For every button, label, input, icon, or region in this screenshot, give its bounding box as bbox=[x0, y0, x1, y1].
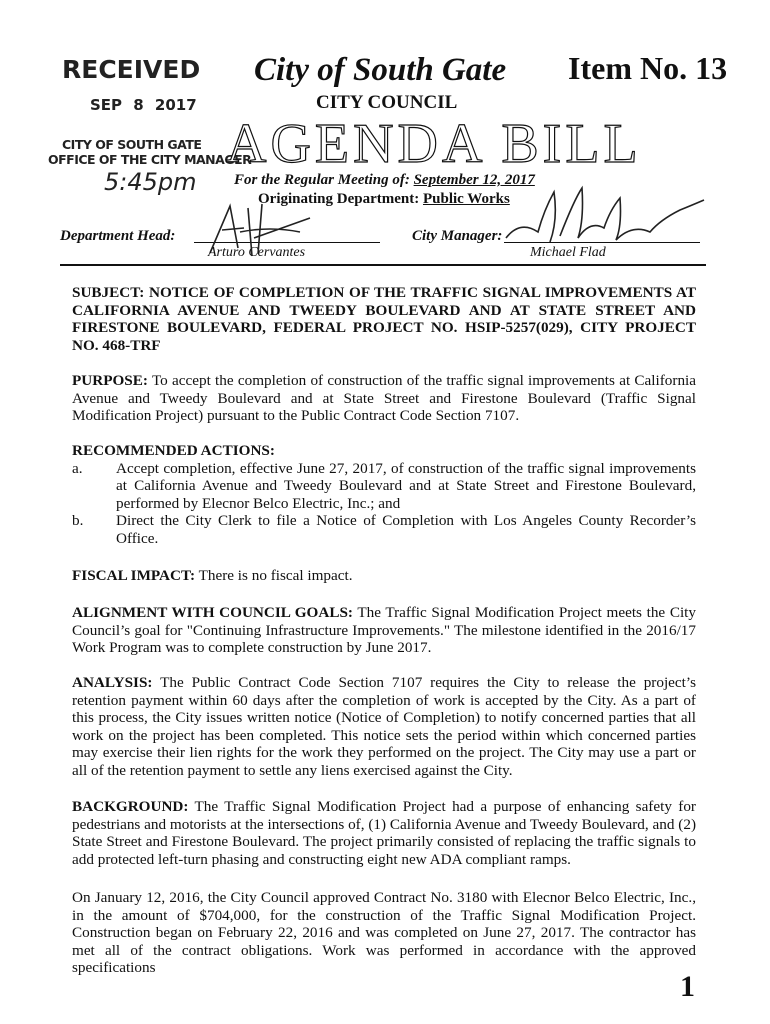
list-text: Direct the City Clerk to file a Notice of Completion with Los Angeles County Recorder’s Office. bbox=[116, 512, 696, 547]
city-manager-name: Michael Flad bbox=[530, 245, 606, 260]
subject-paragraph: SUBJECT: NOTICE OF COMPLETION OF THE TRAFFIC SIGNAL IMPROVEMENTS AT CALIFORNIA AVENUE AND TWEEDY BOULEVARD AND AT STATE STREET AND FIRESTONE BOULEVARD, FEDERAL PROJECT NO. HSIP-5257(029), CITY PROJECT NO. 468-TRF bbox=[72, 284, 696, 354]
purpose-label: PURPOSE: bbox=[72, 372, 148, 389]
city-title: City of South Gate bbox=[254, 52, 507, 88]
page-number: 1 bbox=[680, 970, 695, 1003]
recommended-actions bbox=[72, 442, 696, 547]
alignment-label: ALIGNMENT WITH COUNCIL GOALS: bbox=[72, 604, 353, 621]
purpose-text: To accept the completion of construction of the traffic signal improvements at California Avenue and Tweedy Boulevard and at State Street and Firestone Boulevard (Traffic Signal Modification Project) pursuant to the Public Contract Code Section 7107. bbox=[72, 372, 696, 424]
meeting-date: September 12, 2017 bbox=[413, 172, 535, 188]
fiscal-impact-paragraph bbox=[72, 567, 696, 585]
alignment-paragraph bbox=[72, 604, 696, 657]
city-manager-signature bbox=[500, 180, 710, 250]
fiscal-label: FISCAL IMPACT: bbox=[72, 567, 196, 584]
list-letter: a. bbox=[72, 459, 83, 477]
list-item bbox=[72, 512, 696, 547]
analysis-label: ANALYSIS: bbox=[72, 674, 153, 691]
received-stamp: RECEIVED bbox=[62, 55, 201, 84]
header-divider bbox=[60, 264, 706, 266]
dept-head-label: Department Head: bbox=[60, 228, 176, 244]
stamp-office-line2: OFFICE OF THE CITY MANAGER bbox=[48, 152, 252, 167]
alignment-text: The Traffic Signal Modification Project meets the City Council’s goal for "Continuing Infrastructure Improvements." The milestone identified in the 2016/17 Work Program was to complete construction by June 2017. bbox=[72, 604, 696, 656]
background-text: The Traffic Signal Modification Project had a purpose of enhancing safety for pedestrians and motorists at the intersections of, (1) California Avenue and Tweedy Boulevard, and (2) State Street and Firestone Boulevard. The project primarily consisted of replacing the traffic signals to add protected left-turn phasing and constructing eight new ADA compliant ramps. bbox=[72, 798, 696, 868]
list-letter: b. bbox=[72, 512, 84, 529]
originating-dept: Public Works bbox=[422, 191, 510, 207]
fiscal-text: There is no fiscal impact. bbox=[198, 567, 353, 584]
meeting-line bbox=[234, 172, 535, 189]
stamp-office-line1: CITY OF SOUTH GATE bbox=[62, 137, 202, 152]
recommended-label: RECOMMENDED ACTIONS: bbox=[72, 442, 275, 459]
council-heading: CITY COUNCIL bbox=[316, 92, 458, 113]
analysis-paragraph bbox=[72, 674, 696, 779]
meeting-label: For the Regular Meeting of: bbox=[234, 172, 410, 188]
analysis-text: The Public Contract Code Section 7107 requires the City to release the project’s retention payment within 60 days after the completion of work is accepted by the City. As a part of this process, the City issues written notice (Notice of Completion) to notify concerned parties that all work on the project has been completed. This notice sets the period within which concerned parties may exercise their lien rights for the work they performed on the project. The City may use a part or all of the retention payment to settle any liens exercised against the City. bbox=[72, 674, 696, 779]
list-item bbox=[72, 460, 696, 513]
background-label: BACKGROUND: bbox=[72, 798, 189, 815]
purpose-paragraph bbox=[72, 372, 696, 425]
received-time: 5:45pm bbox=[104, 168, 197, 196]
city-manager-label: City Manager: bbox=[412, 228, 503, 244]
contract-paragraph: On January 12, 2016, the City Council approved Contract No. 3180 with Elecnor Belco Electric, Inc., in the amount of $704,000, for the construction of the Traffic Signal Modification Project. Construction began on February 22, 2016 and was completed on June 27, 2017. The contractor has met all of the contract obligations. Work was performed in accordance with the approved specifications bbox=[72, 889, 696, 976]
dept-head-name: Arturo Cervantes bbox=[208, 245, 306, 260]
agenda-bill-title: AGENDA BILL bbox=[226, 113, 642, 175]
background-paragraph bbox=[72, 798, 696, 868]
originating-label: Originating Department: bbox=[258, 191, 420, 207]
item-number: Item No. 13 bbox=[568, 50, 728, 86]
list-text: Accept completion, effective June 27, 2017, of construction of the traffic signal improvements at California Avenue and Tweedy Boulevard and at State Street and Firestone Boulevard, performed by Elecnor Belco Electric, Inc.; and bbox=[116, 459, 696, 512]
received-date: SEP 8 2017 bbox=[90, 96, 197, 114]
